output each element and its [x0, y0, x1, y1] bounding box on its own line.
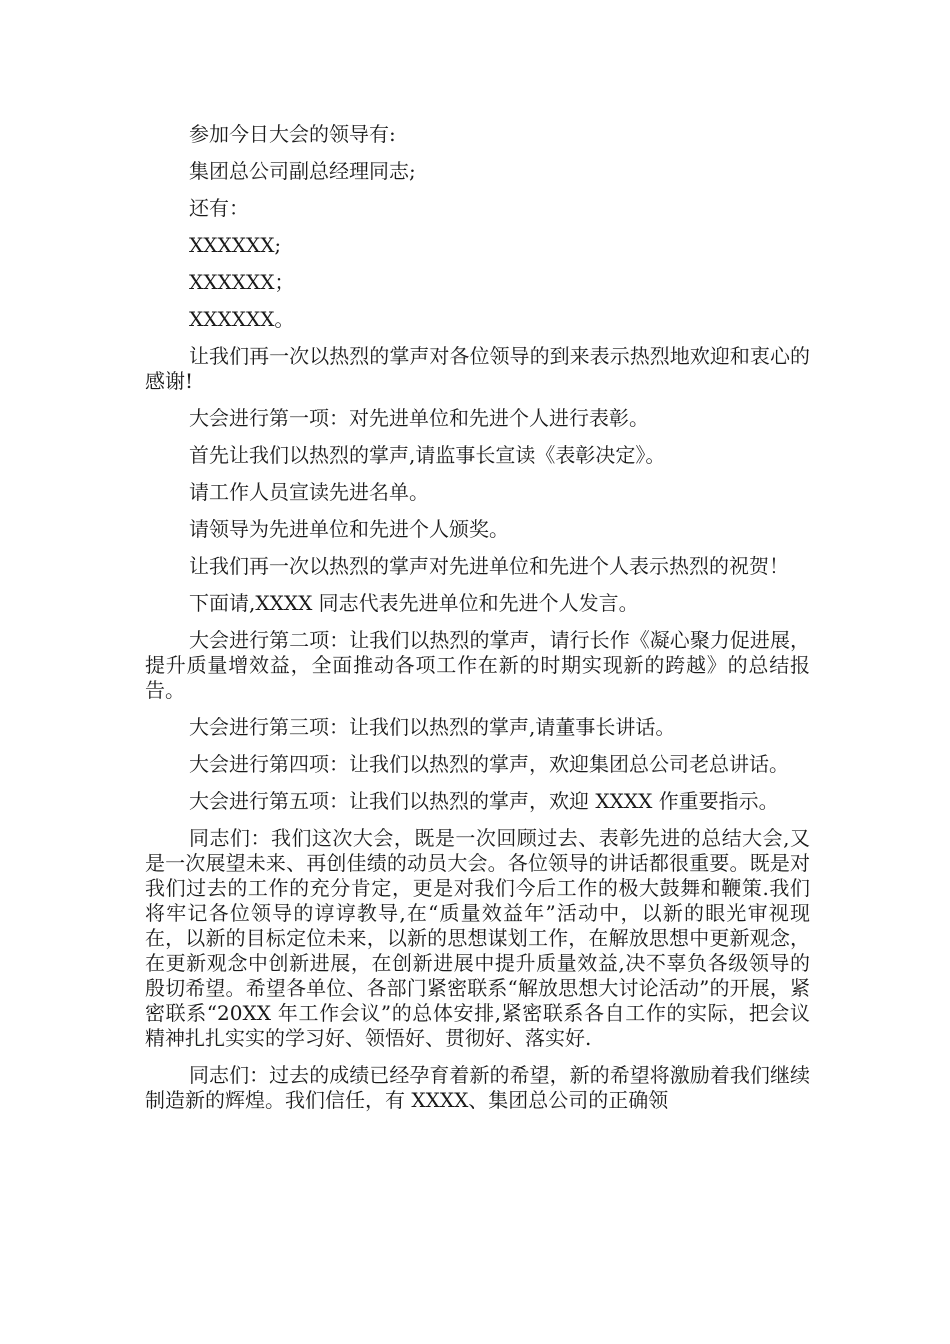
paragraph-item-4: 大会进行第四项：让我们以热烈的掌声，欢迎集团总公司老总讲话。 [189, 752, 789, 776]
paragraph-leader-1: XXXXXX; [189, 233, 282, 257]
document-body [145, 122, 810, 1125]
paragraph-congratulations: 让我们再一次以热烈的掌声对先进单位和先进个人表示热烈的祝贺！ [189, 554, 789, 578]
paragraph-welcome-applause: 让我们再一次以热烈的掌声对各位领导的到来表示热烈地欢迎和衷心的感谢! [145, 344, 810, 393]
paragraph-deputy-gm: 集团总公司副总经理同志; [189, 159, 416, 183]
paragraph-also: 还有： [189, 196, 249, 220]
paragraph-read-list: 请工作人员宣读先进名单。 [189, 480, 429, 504]
paragraph-awards: 请领导为先进单位和先进个人颁奖。 [189, 517, 509, 541]
paragraph-leader-2: XXXXXX； [189, 270, 295, 294]
paragraph-leader-3: XXXXXX。 [189, 307, 295, 331]
paragraph-item-3: 大会进行第三项：让我们以热烈的掌声,请董事长讲话。 [189, 715, 676, 739]
paragraph-comrades-closing: 同志们：过去的成绩已经孕育着新的希望，新的希望将激励着我们继续制造新的辉煌。我们信任，有 XXXX、集团总公司的正确领 [145, 1063, 810, 1112]
paragraph-representative-speech: 下面请,XXXX 同志代表先进单位和先进个人发言。 [189, 591, 639, 615]
paragraph-commendation-decision: 首先让我们以热烈的掌声,请监事长宣读《表彰决定》。 [189, 443, 666, 467]
paragraph-item-1: 大会进行第一项：对先进单位和先进个人进行表彰。 [189, 406, 649, 430]
paragraph-item-5: 大会进行第五项：让我们以热烈的掌声，欢迎 XXXX 作重要指示。 [189, 789, 779, 813]
paragraph-comrades-summary: 同志们：我们这次大会，既是一次回顾过去、表彰先进的总结大会,又是一次展望未来、再创佳绩的动员大会。各位领导的讲话都很重要。既是对我们过去的工作的充分肯定，更是对我们今后工作的极大鼓舞和鞭策.我们将牢记各位领导的谆谆教导,在“质量效益年”活动中，以新的眼光审视现在，以新的目标定位未来，以新的思想谋划工作，在解放思想中更新观念，在更新观念中创新进展，在创新进展中提升质量效益,决不辜负各级领导的殷切希望。希望各单位、各部门紧密联系“解放思想大讨论活动”的开展，紧密联系“20XX 年工作会议”的总体安排,紧密联系各自工作的实际，把会议精神扎扎实实的学习好、领悟好、贯彻好、落实好. [145, 826, 810, 1050]
paragraph-leaders-intro: 参加今日大会的领导有: [189, 122, 396, 146]
paragraph-item-2: 大会进行第二项：让我们以热烈的掌声，请行长作《凝心聚力促进展，提升质量增效益，全面推动各项工作在新的时期实现新的跨越》的总结报告。 [145, 628, 810, 702]
